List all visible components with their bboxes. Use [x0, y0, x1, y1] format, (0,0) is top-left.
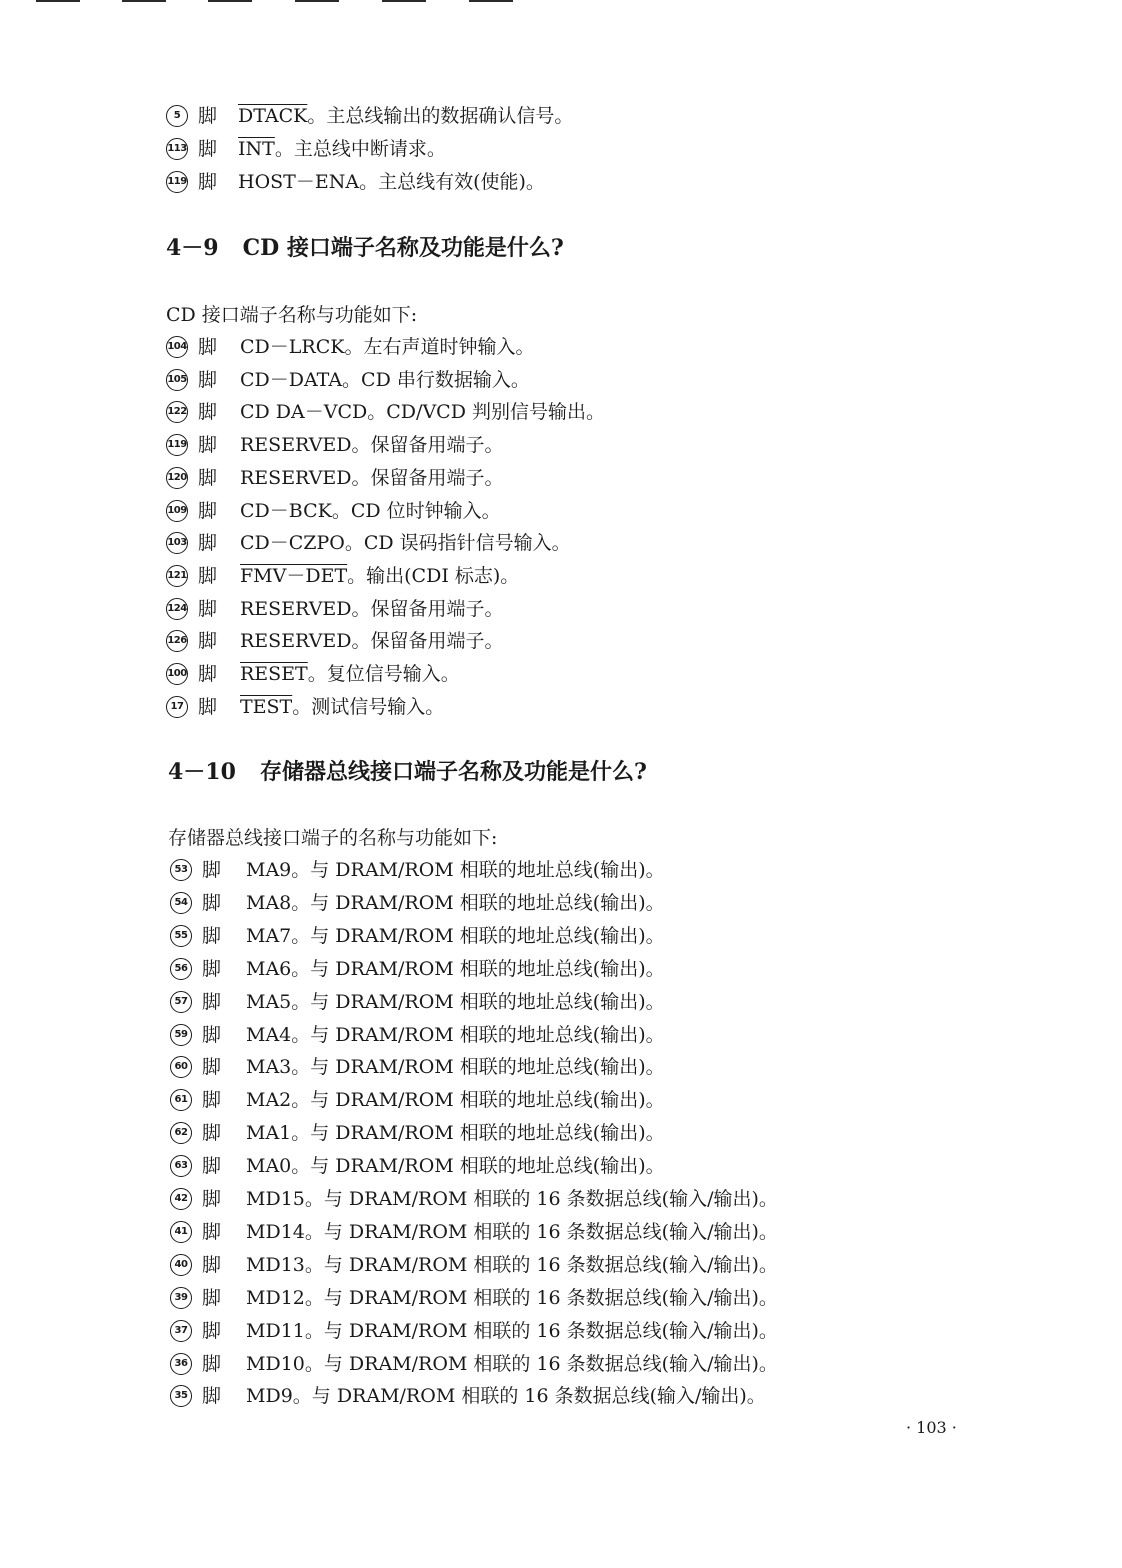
pin-number-badge: 126: [166, 630, 188, 652]
rule-segment: [36, 0, 80, 2]
pin-number-badge: 40: [170, 1254, 192, 1276]
signal-name: MD13: [246, 1253, 305, 1276]
pin-number-badge: 37: [170, 1320, 192, 1342]
signal-description: 。测试信号输入。: [292, 695, 445, 718]
pin-number-badge: 62: [170, 1122, 192, 1144]
pin-line: [170, 1088, 665, 1112]
signal-name: MD14: [246, 1220, 305, 1243]
pin-word: 脚: [202, 1023, 222, 1046]
pin-line: [170, 1055, 665, 1079]
signal-description: 。复位信号输入。: [307, 663, 460, 685]
signal-name: MA5: [246, 990, 292, 1013]
section-intro-4-9: CD 接口端子名称与功能如下:: [166, 304, 418, 326]
pin-line: [166, 104, 573, 128]
signal-name: MD10: [246, 1352, 305, 1375]
signal-name: CD－CZPO: [240, 532, 345, 555]
rule-segment: [208, 0, 252, 2]
pin-line: [166, 433, 504, 457]
rule-segment: [469, 0, 513, 2]
pin-line: [166, 662, 460, 686]
pin-number-badge: 36: [170, 1353, 192, 1375]
signal-name: RESERVED: [240, 597, 352, 620]
pin-number-badge: 109: [166, 500, 188, 522]
section-heading-4-9: [166, 234, 564, 262]
pin-word: 脚: [202, 1155, 222, 1178]
signal-name: MD9: [246, 1385, 293, 1408]
signal-description: 。与 DRAM/ROM 相联的 16 条数据总线(输入/输出)。: [304, 1220, 778, 1243]
signal-description: 。与 DRAM/ROM 相联的 16 条数据总线(输入/输出)。: [304, 1319, 778, 1342]
signal-description: 。与 DRAM/ROM 相联的地址总线(输出)。: [291, 957, 665, 980]
signal-name: CD－DATA: [240, 368, 343, 391]
pin-word: 脚: [198, 499, 218, 522]
pin-number-badge: 63: [170, 1155, 192, 1177]
pin-word: 脚: [202, 1188, 222, 1210]
pin-word: 脚: [202, 891, 222, 914]
pin-number-badge: 42: [170, 1188, 192, 1210]
pin-word: 脚: [202, 859, 222, 881]
pin-word: 脚: [202, 1056, 222, 1079]
pin-line: [170, 1286, 778, 1310]
pin-number-badge: 39: [170, 1287, 192, 1309]
pin-line: [170, 957, 665, 981]
signal-description: 。与 DRAM/ROM 相联的地址总线(输出)。: [291, 990, 665, 1013]
pin-word: 脚: [202, 924, 222, 947]
pin-word: 脚: [202, 1253, 222, 1276]
signal-description: 。与 DRAM/ROM 相联的地址总线(输出)。: [291, 1056, 665, 1079]
signal-description: 。与 DRAM/ROM 相联的 16 条数据总线(输入/输出)。: [304, 1188, 778, 1210]
signal-name: MA3: [246, 1056, 292, 1079]
signal-name: TEST: [240, 695, 293, 718]
signal-description: 。与 DRAM/ROM 相联的地址总线(输出)。: [291, 891, 665, 914]
pin-line: [166, 170, 545, 194]
pin-word: 脚: [202, 1122, 222, 1145]
signal-name: CD DA－VCD: [240, 401, 368, 424]
pin-word: 脚: [198, 532, 218, 555]
signal-description: 。CD/VCD 判别信号输出。: [367, 401, 605, 424]
signal-description: 。与 DRAM/ROM 相联的地址总线(输出)。: [291, 1023, 665, 1046]
pin-word: 脚: [198, 368, 218, 391]
pin-number-badge: 53: [170, 859, 192, 881]
section-intro-4-10: 存储器总线接口端子的名称与功能如下:: [168, 827, 498, 849]
pin-word: 脚: [202, 957, 222, 980]
signal-description: 。主总线有效(使能)。: [359, 171, 545, 193]
pin-line: [170, 924, 665, 948]
signal-name: CD－BCK: [240, 499, 332, 522]
signal-description: 。与 DRAM/ROM 相联的地址总线(输出)。: [291, 1089, 665, 1112]
pin-line: [170, 1154, 665, 1178]
signal-description: 。与 DRAM/ROM 相联的 16 条数据总线(输入/输出)。: [304, 1253, 778, 1276]
pin-word: 脚: [198, 630, 218, 653]
pin-word: 脚: [198, 336, 218, 358]
rule-segment: [122, 0, 166, 2]
pin-number-badge: 56: [170, 958, 192, 980]
pin-line: [166, 137, 446, 161]
pin-number-badge: 105: [166, 369, 188, 391]
signal-description: 。与 DRAM/ROM 相联的 16 条数据总线(输入/输出)。: [304, 1286, 778, 1309]
pin-line: [170, 1384, 766, 1408]
section-title: 存储器总线接口端子名称及功能是什么?: [259, 759, 647, 785]
pin-number-badge: 120: [166, 467, 188, 489]
pin-line: [170, 1121, 665, 1145]
pin-number-badge: 119: [166, 171, 188, 193]
pin-line: [170, 1187, 778, 1211]
section-title: CD 接口端子名称及功能是什么?: [242, 235, 564, 261]
pin-number-badge: 35: [170, 1385, 192, 1407]
pin-number-badge: 61: [170, 1089, 192, 1111]
pin-word: 脚: [198, 401, 218, 424]
pin-number-badge: 59: [170, 1024, 192, 1046]
signal-description: 。左右声道时钟输入。: [344, 336, 535, 358]
signal-name: RESERVED: [240, 630, 352, 653]
signal-description: 。保留备用端子。: [351, 597, 504, 620]
top-rules: [0, 0, 1122, 6]
signal-description: 。与 DRAM/ROM 相联的 16 条数据总线(输入/输出)。: [304, 1352, 778, 1375]
section-number: 4－10: [168, 759, 236, 785]
signal-name: RESERVED: [240, 434, 352, 457]
signal-description: 。与 DRAM/ROM 相联的地址总线(输出)。: [291, 924, 665, 947]
pin-word: 脚: [202, 1319, 222, 1342]
signal-description: 。主总线中断请求。: [274, 138, 446, 160]
signal-name: MA1: [246, 1122, 292, 1145]
pin-line: [170, 1352, 778, 1376]
signal-description: 。CD 位时钟输入。: [331, 499, 501, 522]
signal-name: RESERVED: [240, 466, 352, 489]
section-number: 4－9: [166, 235, 219, 261]
pin-line: [166, 564, 519, 588]
pin-word: 脚: [198, 105, 218, 127]
pin-line: [166, 499, 501, 523]
pin-number-badge: 113: [166, 138, 188, 160]
signal-name: MA4: [246, 1023, 292, 1046]
signal-name: MA0: [246, 1155, 292, 1178]
pin-line: [166, 400, 605, 424]
pin-number-badge: 119: [166, 434, 188, 456]
pin-number-badge: 17: [166, 696, 188, 718]
pin-line: [166, 629, 504, 653]
signal-name: MA9: [246, 859, 292, 881]
pin-word: 脚: [202, 1089, 222, 1112]
pin-line: [170, 1253, 778, 1277]
pin-line: [166, 531, 571, 555]
pin-line: [170, 1220, 778, 1244]
signal-name: MD11: [246, 1319, 305, 1342]
signal-description: 。与 DRAM/ROM 相联的地址总线(输出)。: [291, 1122, 665, 1145]
pin-line: [166, 335, 534, 359]
pin-line: [170, 990, 665, 1014]
pin-word: 脚: [198, 663, 218, 685]
pin-word: 脚: [198, 434, 218, 457]
pin-number-badge: 60: [170, 1056, 192, 1078]
signal-description: 。与 DRAM/ROM 相联的 16 条数据总线(输入/输出)。: [292, 1385, 766, 1408]
pin-number-badge: 54: [170, 892, 192, 914]
pin-line: [170, 891, 665, 915]
signal-name: HOST－ENA: [238, 171, 360, 193]
signal-description: 。与 DRAM/ROM 相联的地址总线(输出)。: [291, 1155, 665, 1178]
signal-description: 。输出(CDI 标志)。: [347, 564, 520, 587]
signal-name: DTACK: [238, 105, 308, 127]
pin-word: 脚: [202, 1385, 222, 1408]
pin-number-badge: 103: [166, 532, 188, 554]
pin-number-badge: 5: [166, 105, 188, 127]
pin-word: 脚: [202, 1286, 222, 1309]
pin-number-badge: 122: [166, 401, 188, 423]
section-heading-4-10: [168, 758, 647, 786]
signal-description: 。与 DRAM/ROM 相联的地址总线(输出)。: [291, 859, 665, 881]
signal-name: RESET: [240, 663, 308, 685]
pin-number-badge: 41: [170, 1221, 192, 1243]
pin-line: [166, 695, 444, 719]
pin-line: [170, 1319, 778, 1343]
rule-segment: [295, 0, 339, 2]
pin-line: [166, 368, 530, 392]
signal-description: 。CD 串行数据输入。: [342, 368, 530, 391]
pin-word: 脚: [198, 597, 218, 620]
rule-segment: [382, 0, 426, 2]
pin-word: 脚: [198, 171, 218, 193]
pin-line: [166, 466, 504, 490]
page-number: · 103 ·: [906, 1418, 957, 1437]
signal-name: MA6: [246, 957, 292, 980]
pin-word: 脚: [198, 138, 218, 160]
pin-word: 脚: [198, 695, 218, 718]
pin-word: 脚: [202, 1352, 222, 1375]
pin-word: 脚: [198, 466, 218, 489]
pin-number-badge: 55: [170, 925, 192, 947]
signal-description: 。保留备用端子。: [351, 434, 504, 457]
signal-description: 。保留备用端子。: [351, 630, 504, 653]
signal-name: MA8: [246, 891, 292, 914]
signal-description: 。CD 误码指针信号输入。: [344, 532, 571, 555]
pin-word: 脚: [202, 990, 222, 1013]
signal-description: 。保留备用端子。: [351, 466, 504, 489]
pin-line: [170, 1023, 665, 1047]
pin-line: [166, 597, 504, 621]
pin-line: [170, 858, 665, 882]
pin-word: 脚: [202, 1220, 222, 1243]
signal-name: MA7: [246, 924, 292, 947]
pin-number-badge: 121: [166, 565, 188, 587]
pin-number-badge: 57: [170, 991, 192, 1013]
pin-word: 脚: [198, 564, 218, 587]
pin-number-badge: 124: [166, 598, 188, 620]
pin-number-badge: 100: [166, 663, 188, 685]
signal-name: CD－LRCK: [240, 336, 345, 358]
signal-name: MA2: [246, 1089, 292, 1112]
signal-description: 。主总线输出的数据确认信号。: [307, 105, 574, 127]
signal-name: $\overline{INT}$: [238, 138, 275, 160]
signal-name: FMV－DET: [240, 564, 348, 587]
signal-name: MD15: [246, 1188, 305, 1210]
signal-name: MD12: [246, 1286, 305, 1309]
pin-number-badge: 104: [166, 336, 188, 358]
